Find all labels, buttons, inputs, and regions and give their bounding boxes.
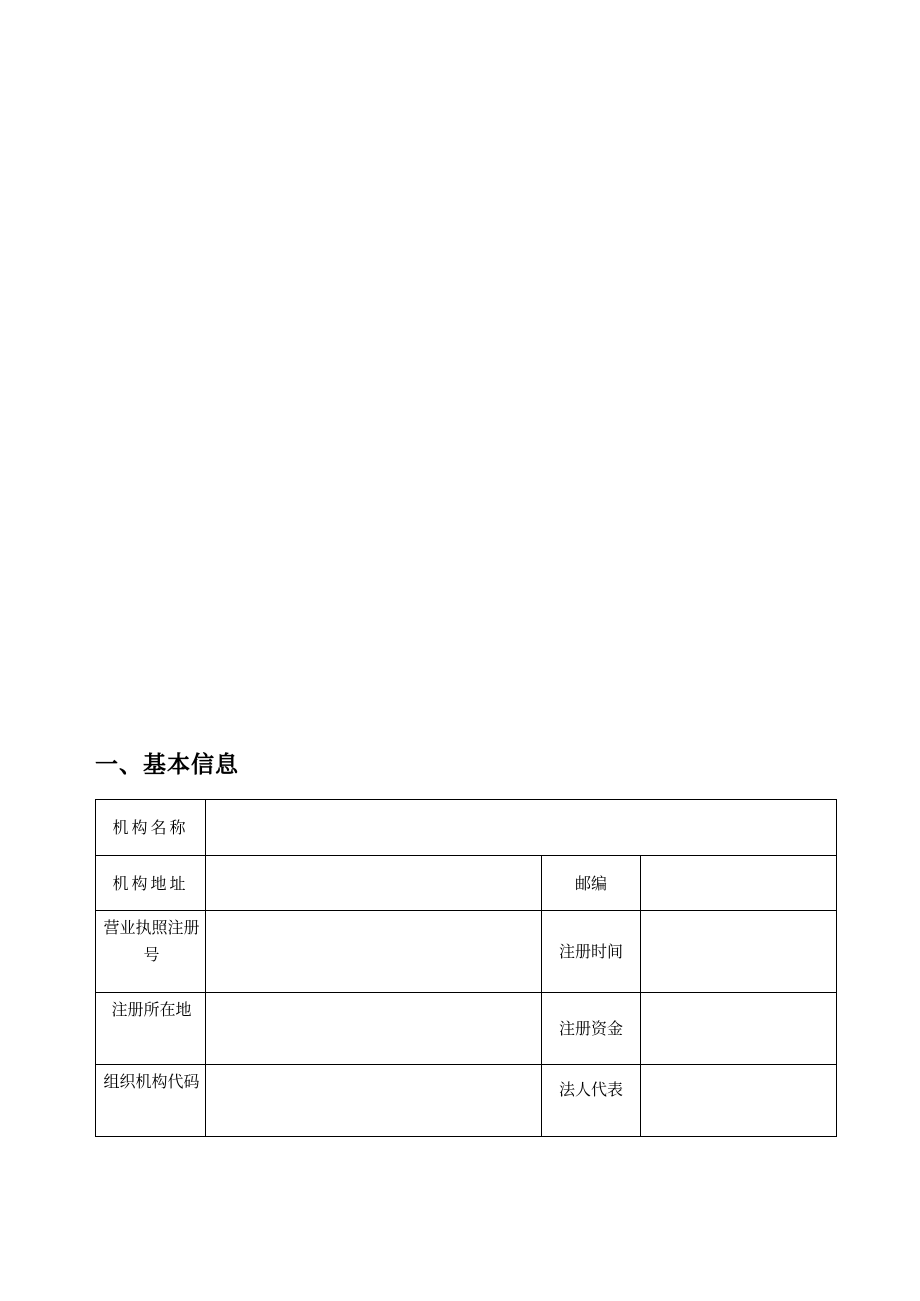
reg-time-label: 注册时间 bbox=[542, 911, 641, 993]
org-address-label: 机构地址 bbox=[96, 856, 206, 911]
reg-capital-label: 注册资金 bbox=[542, 993, 641, 1065]
basic-info-table bbox=[95, 799, 837, 1137]
row-org-name bbox=[96, 800, 837, 856]
row-org-code bbox=[96, 1065, 837, 1137]
org-name-label: 机构名称 bbox=[96, 800, 206, 856]
reg-location-label: 注册所在地 bbox=[96, 993, 206, 1065]
postcode-label: 邮编 bbox=[542, 856, 641, 911]
row-reg-location bbox=[96, 993, 837, 1065]
legal-rep-label: 法人代表 bbox=[542, 1065, 641, 1137]
org-code-field[interactable] bbox=[206, 1065, 542, 1137]
org-address-field[interactable] bbox=[206, 856, 542, 911]
business-license-label: 营业执照注册号 bbox=[96, 911, 206, 993]
reg-time-field[interactable] bbox=[641, 911, 837, 993]
org-name-field[interactable] bbox=[206, 800, 837, 856]
postcode-field[interactable] bbox=[641, 856, 837, 911]
reg-location-field[interactable] bbox=[206, 993, 542, 1065]
row-business-license bbox=[96, 911, 837, 993]
section-title: 一、基本信息 bbox=[95, 752, 239, 778]
row-org-address bbox=[96, 856, 837, 911]
legal-rep-field[interactable] bbox=[641, 1065, 837, 1137]
business-license-field[interactable] bbox=[206, 911, 542, 993]
reg-capital-field[interactable] bbox=[641, 993, 837, 1065]
org-code-label: 组织机构代码 bbox=[96, 1065, 206, 1137]
